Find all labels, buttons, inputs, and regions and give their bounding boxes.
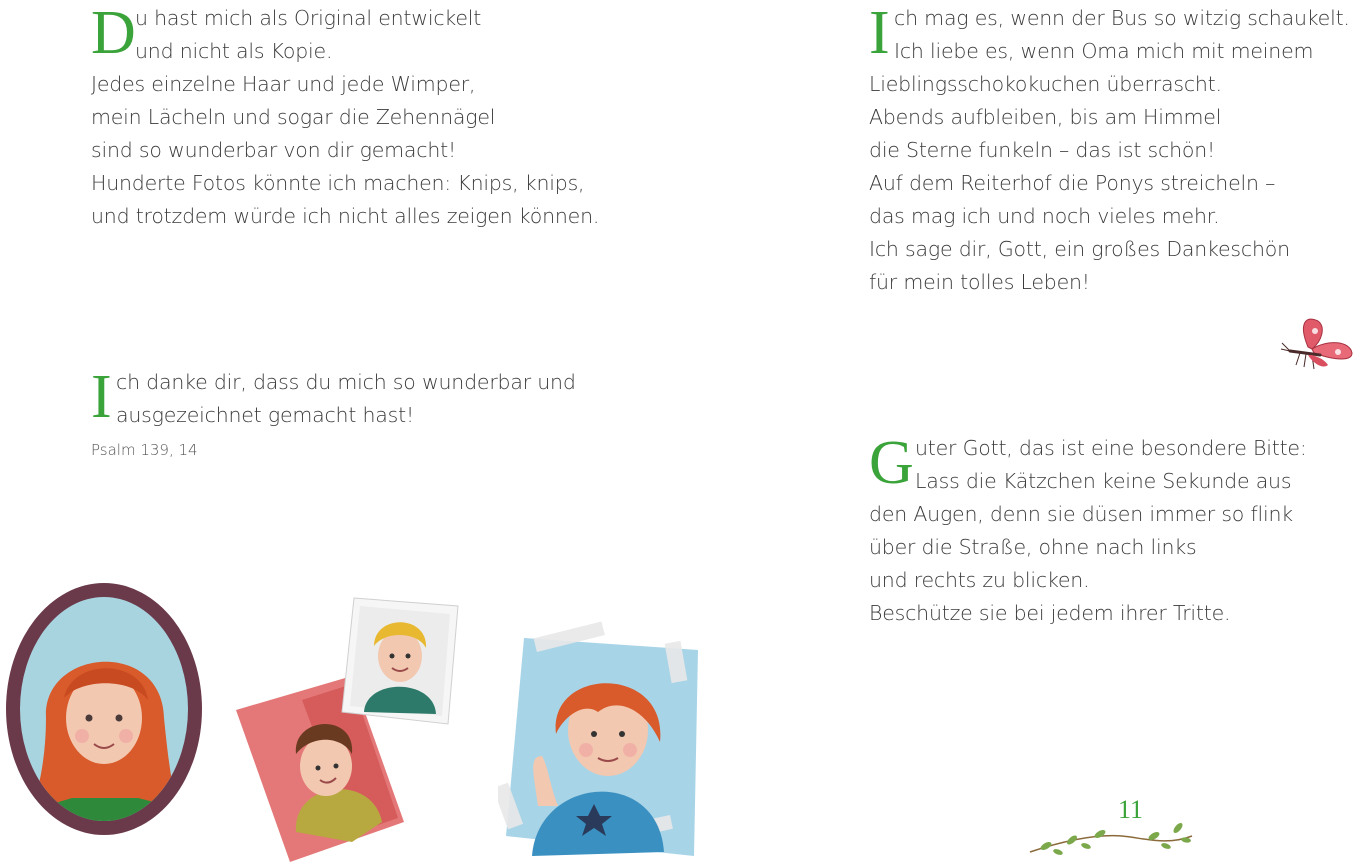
poem-line: Ich liebe es, wenn Oma mich mit meinem — [894, 39, 1314, 63]
poem-line: Jedes einzelne Haar und jede Wimper, — [91, 72, 476, 96]
poem-original — [91, 2, 599, 233]
poem-line: den Augen, denn sie düsen immer so flink — [869, 502, 1293, 526]
page-number: 11 — [1118, 795, 1144, 824]
poem-likes — [869, 2, 1350, 299]
poem-line: für mein tolles Leben! — [869, 270, 1090, 294]
dropcap-g: G — [869, 429, 914, 497]
girl-oval-portrait — [2, 578, 207, 840]
poem-line: sind so wunderbar von dir gemacht! — [91, 138, 456, 162]
poem-line: und nicht als Kopie. — [135, 39, 333, 63]
boy-blond-photo — [338, 594, 462, 726]
poem-line: über die Straße, ohne nach links — [869, 535, 1197, 559]
poem-line: und trotzdem würde ich nicht alles zeigen können. — [91, 204, 600, 228]
poem-line: u hast mich als Original entwickelt — [135, 6, 482, 30]
dropcap-i: I — [91, 363, 112, 431]
poem-line: Lieblingsschokokuchen überrascht. — [869, 72, 1222, 96]
poem-line: uter Gott, das ist eine besondere Bitte: — [915, 436, 1307, 460]
poem-line: Beschütze sie bei jedem ihrer Tritte. — [869, 601, 1231, 625]
poem-line: und rechts zu blicken. — [869, 568, 1090, 592]
poem-kittens — [869, 429, 1307, 630]
poem-line: die Sterne funkeln – das ist schön! — [869, 138, 1216, 162]
poem-line: Auf dem Reiterhof die Ponys streicheln – — [869, 171, 1276, 195]
butterfly-illustration — [1278, 315, 1356, 377]
poem-line: ausgezeichnet gemacht hast! — [116, 403, 414, 427]
poem-line: Ich sage dir, Gott, ein großes Dankeschön — [869, 237, 1290, 261]
poem-line: ch danke dir, dass du mich so wunderbar und — [116, 370, 576, 394]
girl-waving-photo — [498, 616, 708, 862]
psalm-reference: Psalm 139, 14 — [91, 441, 198, 459]
poem-line: ch mag es, wenn der Bus so witzig schaukelt. — [894, 6, 1350, 30]
poem-line: Hunderte Fotos könnte ich machen: Knips, knips, — [91, 171, 585, 195]
psalm-quote — [91, 363, 576, 432]
vine-ornament — [1026, 816, 1196, 864]
poem-line: mein Lächeln und sogar die Zehennägel — [91, 105, 496, 129]
poem-line: Abends aufbleiben, bis am Himmel — [869, 105, 1222, 129]
dropcap-i: I — [869, 0, 890, 67]
poem-line: Lass die Kätzchen keine Sekunde aus — [915, 469, 1292, 493]
poem-line: das mag ich und noch vieles mehr. — [869, 204, 1220, 228]
dropcap-d: D — [91, 0, 136, 67]
